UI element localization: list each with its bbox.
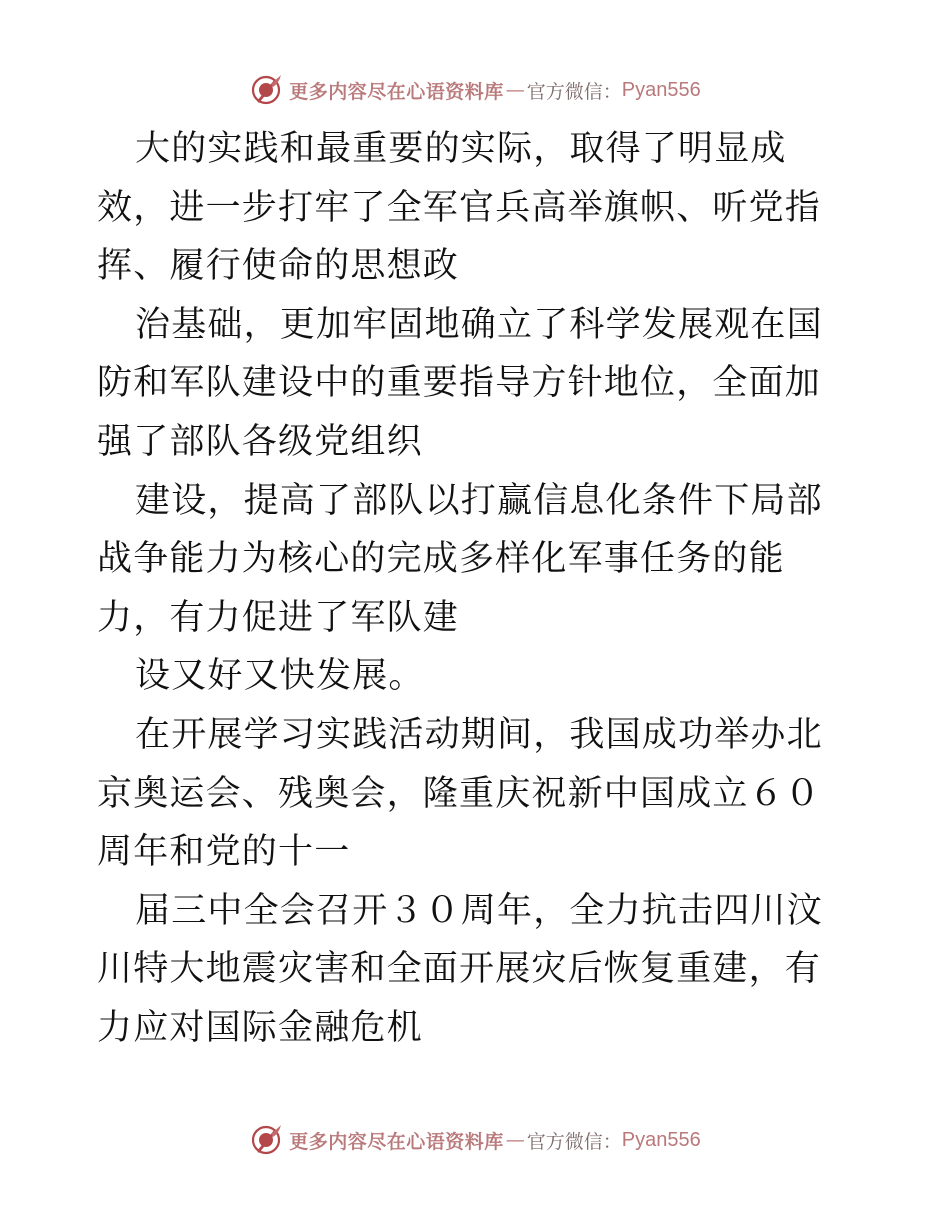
paragraph: 设又好又快发展。	[135, 656, 425, 697]
footer-official-label: 官方微信：	[526, 1130, 622, 1153]
document-body	[97, 120, 857, 1058]
header-banner	[0, 70, 950, 110]
header-brand-text: 更多内容尽在心语资料库	[289, 80, 504, 103]
quill-seal-logo-icon	[249, 73, 283, 107]
paragraph: 建设，提高了部队以打赢信息化条件下局部战争能力为核心的完成多样化军事任务的能力，有力促进了军队建	[97, 480, 823, 638]
paragraph: 治基础，更加牢固地确立了科学发展观在国防和军队建设中的重要指导方针地位，全面加强了部队各级党组织	[97, 304, 823, 462]
paragraph: 在开展学习实践活动期间，我国成功举办北京奥运会、残奥会，隆重庆祝新中国成立６０周年和党的十一	[97, 714, 823, 873]
footer-wechat-id: Pyan556	[621, 1128, 701, 1151]
paragraph: 大的实践和最重要的实际，取得了明显成效，进一步打牢了全军官兵高举旗帜、听党指挥、履行使命的思想政	[97, 129, 822, 287]
footer-brand-text: 更多内容尽在心语资料库	[289, 1130, 504, 1153]
header-official-label: 官方微信：	[526, 80, 622, 103]
footer-separator: —	[505, 1129, 525, 1151]
paragraph: 届三中全会召开３０周年，全力抗击四川汶川特大地震灾害和全面开展灾后恢复重建，有力应对国际金融危机	[97, 890, 823, 1048]
footer-banner	[0, 1120, 950, 1160]
header-wechat-id: Pyan556	[621, 78, 701, 101]
quill-seal-logo-icon	[249, 1123, 283, 1157]
header-separator: —	[505, 79, 525, 101]
